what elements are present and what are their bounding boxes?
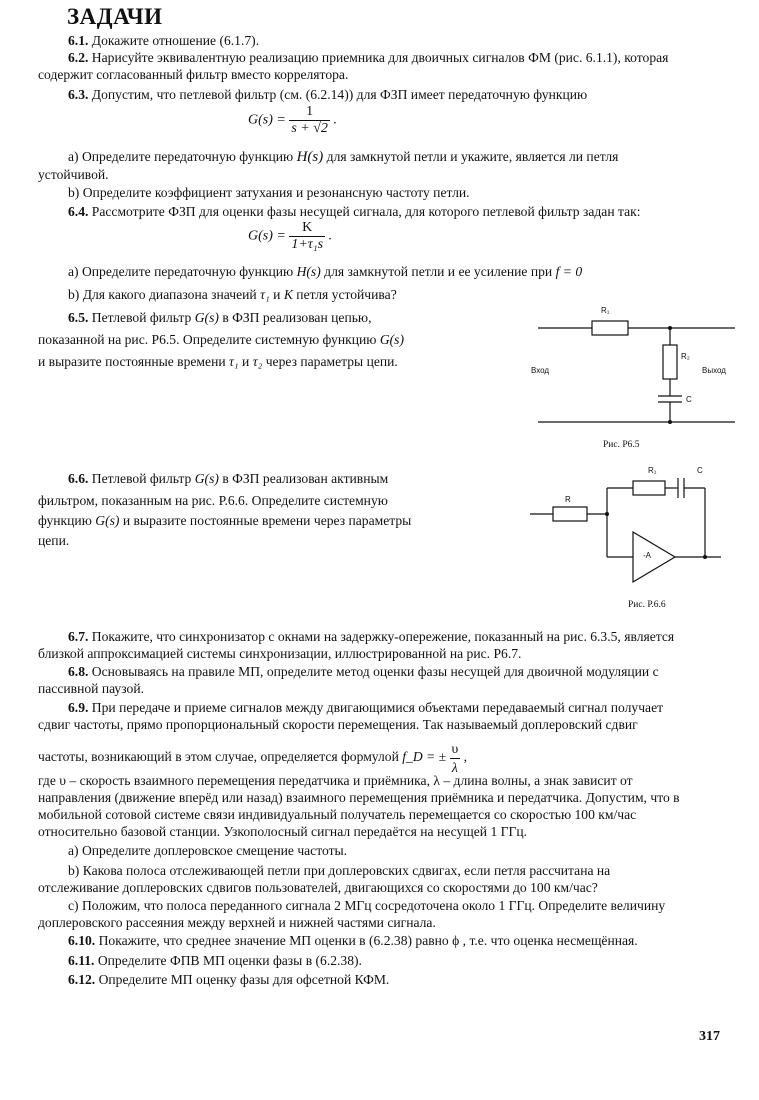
- problem-text-line: пассивной паузой.: [38, 681, 144, 696]
- math-G: G(s): [95, 513, 120, 528]
- label-c: C: [686, 395, 692, 404]
- problem-text-line: где υ – скорость взаимного перемещения передатчика и приёмника, λ – длина волны, а знак зависит от: [38, 773, 633, 788]
- resistor-r: [553, 507, 587, 521]
- text: показанной на рис. Р6.5. Определите системную функцию: [38, 332, 377, 347]
- problem-text: Покажите, что среднее значение МП оценки в (6.2.38) равно ϕ , т.е. что оценка несмещённая.: [98, 933, 638, 948]
- problem-text-line: сдвиг частоты, прямо пропорциональный скорости перемещения. Так называемый доплеровский сдвиг: [38, 717, 638, 732]
- text: для замкнутой петли и ее усиление при: [324, 264, 553, 279]
- text: частоты, возникающий в этом случае, определяется формулой: [38, 749, 399, 765]
- problem-text: Определите МП оценку фазы для офсетной КФМ.: [98, 972, 390, 987]
- problem-6-5: [68, 309, 443, 327]
- label-r2: R₂: [681, 352, 690, 361]
- problem-text-line: содержит согласованный фильтр вместо коррелятора.: [38, 67, 349, 82]
- figure-p6-6: [525, 462, 725, 602]
- text: и выразите постоянные времени через параметры: [122, 513, 412, 528]
- problem-number: 6.7.: [68, 629, 89, 644]
- problem-6-3-a: [68, 148, 731, 167]
- problem-number: 6.8.: [68, 664, 89, 679]
- math-tau2: τ₂: [252, 354, 263, 369]
- math-fd: f_D = ±: [402, 749, 447, 765]
- problem-6-3-b: b) Определите коэффициент затухания и резонансную частоту петли.: [68, 185, 470, 200]
- text: a) Определите передаточную функцию: [68, 264, 294, 279]
- math-tau1: τ₁: [229, 354, 239, 369]
- denominator: 1+τ₁s: [291, 237, 324, 252]
- label-r1: R₁: [601, 306, 610, 315]
- problem-text-line: фильтром, показанным на рис. Р.6.6. Определите системную: [38, 493, 388, 508]
- problem-text-line: направления (движение вперёд или назад) взаимного перемещения приёмника и передатчика. Допустим, что в: [38, 790, 680, 805]
- problem-6-1: [68, 32, 259, 50]
- problem-6-3: [68, 86, 587, 104]
- problem-text: Рассмотрите ФЗП для оценки фазы несущей сигнала, для которого петлевой фильтр задан так:: [91, 204, 641, 219]
- problem-text-line: цепи.: [38, 533, 70, 548]
- math-H: H(s): [296, 264, 321, 279]
- numerator: υ: [450, 740, 461, 759]
- problem-6-9-a: a) Определите доплеровское смещение частоты.: [68, 843, 348, 858]
- problem-number: 6.5.: [68, 310, 89, 325]
- numerator: K: [289, 220, 325, 237]
- fraction: [289, 220, 325, 253]
- problem-6-9-b: b) Какова полоса отслеживающей петли при доплеровских сдвигах, если петля рассчитана на: [68, 863, 611, 878]
- text: ,: [463, 749, 468, 765]
- math-H: H(s): [296, 149, 324, 165]
- text: в ФЗП реализован цепью,: [222, 310, 372, 325]
- text: в ФЗП реализован активным: [222, 471, 389, 486]
- problem-text-line: [38, 512, 411, 530]
- text: через параметры цепи.: [265, 354, 398, 369]
- figure-caption: Рис. Р.6.6: [628, 600, 666, 610]
- fraction: [450, 740, 461, 776]
- formula-end: .: [333, 112, 337, 128]
- text: петля устойчива?: [296, 287, 397, 302]
- problem-6-11: [68, 952, 362, 970]
- label-c: C: [697, 466, 703, 475]
- problem-6-7: [68, 628, 674, 646]
- problem-text-line: отслеживание доплеровских сдвигов пользователей, двигающихся со скоростями до 100 км/час?: [38, 880, 598, 895]
- resistor-r1: [633, 481, 665, 495]
- math-tau: τ₁: [260, 287, 270, 302]
- page-title: ЗАДАЧИ: [67, 4, 163, 29]
- text: Петлевой фильтр: [91, 310, 192, 325]
- problem-text-line: При передаче и приеме сигналов между двигающимися объектами передаваемый сигнал получает: [91, 700, 664, 715]
- label-input: Вход: [531, 366, 550, 375]
- problem-text-line: [38, 740, 467, 776]
- problem-6-8: [68, 663, 659, 681]
- formula-end: .: [328, 228, 333, 244]
- label-r1: R₁: [648, 466, 657, 475]
- problem-6-2: [68, 49, 668, 67]
- problem-text-line: [38, 353, 398, 371]
- problem-number: 6.3.: [68, 87, 89, 102]
- text: и: [242, 354, 250, 369]
- problem-number: 6.6.: [68, 471, 89, 486]
- figure-p6-5: [530, 300, 750, 460]
- resistor-r2: [663, 345, 677, 379]
- problem-6-4-a: [68, 263, 582, 281]
- amplifier-triangle: [633, 532, 675, 582]
- denominator: λ: [451, 759, 458, 775]
- text: и выразите постоянные времени: [38, 354, 226, 369]
- formula-6-3: [248, 104, 337, 137]
- math-G: G(s): [379, 332, 404, 347]
- figure-caption: Рис. Р6.5: [603, 440, 640, 450]
- page-number: 317: [699, 1029, 720, 1044]
- problem-6-6: [68, 470, 443, 488]
- problem-number: 6.1.: [68, 33, 89, 48]
- problem-text-line: Основываясь на правиле МП, определите метод оценки фазы несущей для двоичной модуляции с: [91, 664, 659, 679]
- problem-text-line: Покажите, что синхронизатор с окнами на задержку-опережение, показанный на рис. 6.3.5, является: [91, 629, 675, 644]
- text: Петлевой фильтр: [91, 471, 192, 486]
- problem-6-4-b: [68, 286, 397, 304]
- math-K: K: [283, 287, 293, 302]
- text: и: [273, 287, 281, 302]
- formula-lhs: G(s) =: [248, 112, 286, 128]
- problem-text-line: относительно базовой станции. Узкополосный сигнал передаётся на несущей 1 ГГц.: [38, 824, 528, 839]
- problem-number: 6.9.: [68, 700, 89, 715]
- problem-text: Определите ФПВ МП оценки фазы в (6.2.38).: [97, 953, 362, 968]
- problem-6-12: [68, 971, 389, 989]
- formula-6-4: [248, 220, 332, 253]
- text: a) Определите передаточную функцию: [68, 149, 294, 164]
- resistor-r1: [592, 321, 628, 335]
- problem-number: 6.10.: [68, 933, 96, 948]
- numerator: 1: [289, 104, 330, 121]
- fraction: [289, 104, 330, 137]
- problem-text-line: доплеровского рассеяния между верхней и нижней частями сигнала.: [38, 915, 436, 930]
- text: b) Для какого диапазона значеий: [68, 287, 257, 302]
- label-amp: -A: [643, 551, 651, 560]
- problem-text-line: мобильной сотовой системе связи индивидуальный получатель перемещается со скоростью 100 км/час: [38, 807, 637, 822]
- problem-text-line: устойчивой.: [38, 167, 109, 182]
- problem-6-9: [68, 699, 663, 717]
- text: для замкнутой петли и укажите, является ли петля: [326, 149, 619, 164]
- problem-6-9-c: c) Положим, что полоса переданного сигнала 2 МГц сосредоточена около 1 ГГц. Определите величину: [68, 898, 666, 913]
- problem-text-line: [38, 331, 404, 349]
- problem-6-4: [68, 203, 641, 221]
- problem-text-line: близкой аппроксимацией системы синхронизации, иллюстрированной на рис. Р6.7.: [38, 646, 522, 661]
- problem-text-line: Нарисуйте эквивалентную реализацию приемника для двоичных сигналов ФМ (рис. 6.1.1), которая: [91, 50, 669, 65]
- problem-number: 6.4.: [68, 204, 89, 219]
- formula-lhs: G(s) =: [248, 228, 286, 244]
- text: функцию: [38, 513, 92, 528]
- problem-text: Допустим, что петлевой фильтр (см. (6.2.14)) для ФЗП имеет передаточную функцию: [91, 87, 588, 102]
- math-G: G(s): [194, 310, 219, 325]
- math-G: G(s): [194, 471, 219, 486]
- problem-6-10: [68, 932, 638, 950]
- problem-number: 6.2.: [68, 50, 89, 65]
- problem-number: 6.12.: [68, 972, 96, 987]
- problem-text: Докажите отношение (6.1.7).: [91, 33, 260, 48]
- label-output: Выход: [702, 366, 726, 375]
- problem-number: 6.11.: [68, 953, 95, 968]
- denominator: s + √2: [291, 121, 328, 136]
- math-f: f = 0: [555, 264, 583, 279]
- label-r: R: [565, 495, 571, 504]
